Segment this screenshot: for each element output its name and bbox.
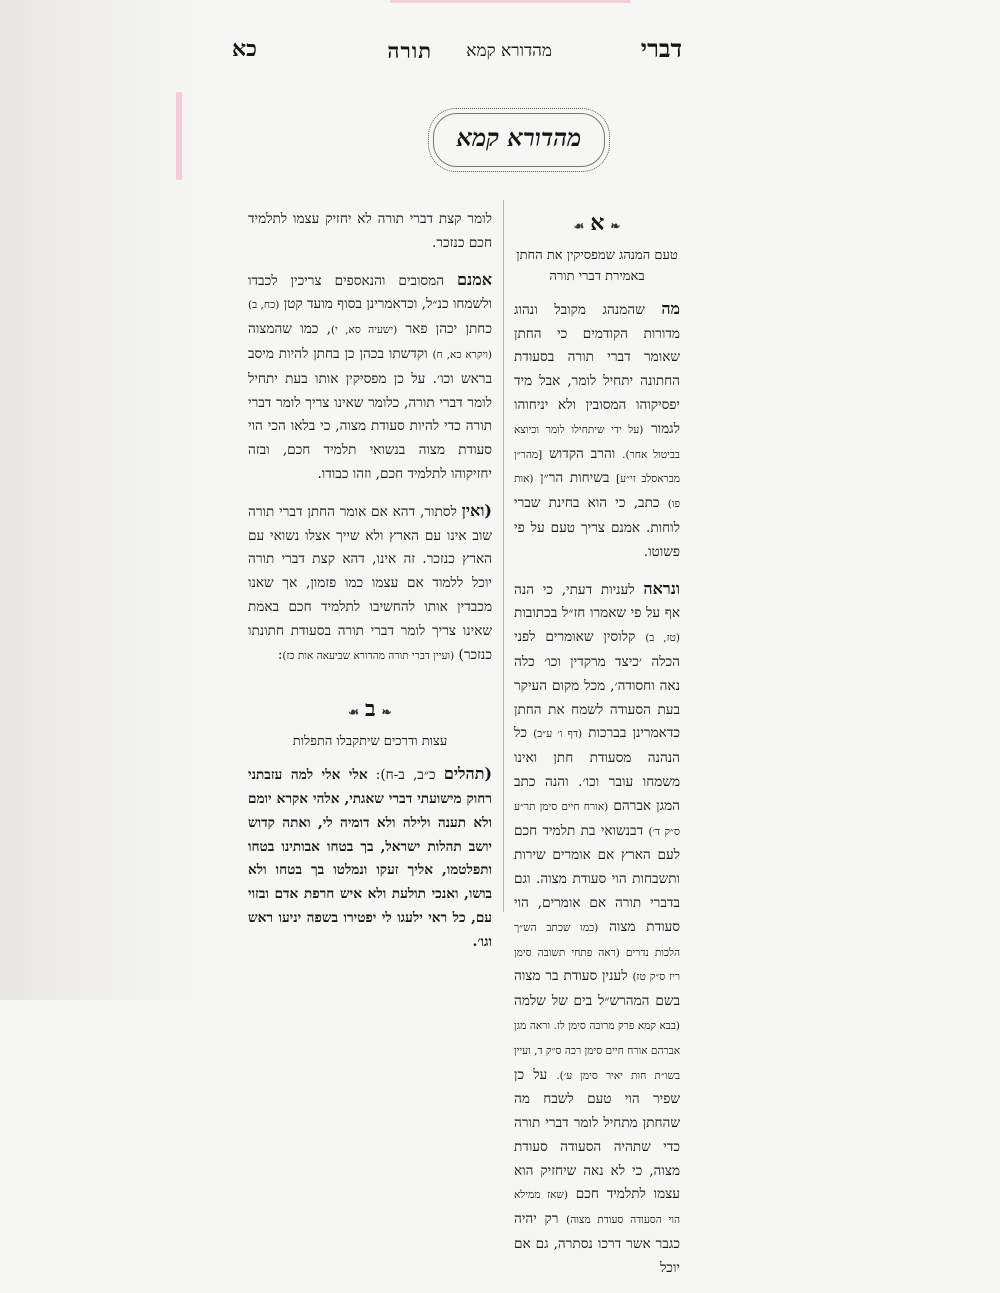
section-title-frame	[428, 108, 610, 172]
top-edge-mark	[390, 0, 630, 3]
verse-reference: כ״ב, ב-ח):	[375, 767, 436, 784]
lead-word: ונראה	[643, 578, 680, 598]
citation: (על ידי שיתחילו לומר וכיוצא בביטול אחר).	[514, 423, 680, 461]
body-text: רק יהיה כגבר אשר דרכו נסתרה, גם אם יוכל	[514, 1211, 680, 1276]
body-text: כל הנהנה מסעודת חתן ואינו משמחו עובר וכו׳. והנה כתב המגן אברהם	[514, 725, 680, 814]
lead-word: אמנם	[457, 269, 492, 289]
citation: (דף ו׳ ע״ב)	[533, 728, 583, 741]
citation: (טז, ב)	[645, 632, 680, 645]
citation: (בבא קמא פרק מרובה סימן לז. וראה מגן אברהם אורח חיים סימן רכה ס״ק ד, ועיין בשו״ת חות יאיר סימן ע׳).	[514, 1019, 681, 1082]
lead-word: (תהלים	[443, 764, 493, 784]
body-text: שהמנהג מקובל ונהוג מדורות הקודמים כי החתן שאומר דברי תורה בסעודת החתונה יתחיל לומר, אבל מיד יפסיקוהו המסובין ולא יניחוהו לגמור	[514, 301, 680, 437]
page-mark	[176, 92, 182, 180]
siman-a-subtitle-line1: טעם המנהג שמפסיקין את החתן	[516, 247, 678, 263]
citation: [מהר״ן מבראסלב זי״ע]	[514, 448, 681, 486]
body-text: על כן שפיר הוי טעם לשבח מה שהחתן מתחיל לומר דברי תורה כדי שתהיה הסעודה סעודת מצוה, כי לא נאה שיחזיק הוא עצמו לתלמיד חכם	[514, 1066, 680, 1203]
body-text: והרב הקדוש	[549, 445, 616, 462]
lead-word: (ואין	[461, 500, 492, 520]
verse-quote: אלי אלי למה עזבתני רחוק מישועתי דברי שאגתי, אלהי אקרא יומם ולא תענה ולילה ולא דומיה לי, ואתה קדוש יושב תהלות ישראל, בך בטחו אבותינו בטחו ותפלטמו, אליך זעקו ונמלטו בך בטחו ולא בושו, ואנכי תולעת ולא איש חרפת אדם ובזוי עם, כל ראי ילעגו לי יפטירו בשפה יניעו ראש וגו׳.	[248, 767, 492, 950]
citation: (שאז ממילא הוי הסעודה סעודת מצוה)	[514, 1189, 680, 1227]
right-column	[514, 208, 680, 1293]
siman-a-paragraph-1	[514, 297, 680, 565]
siman-a-subtitle-line2: באמירת דברי תורה	[549, 268, 645, 284]
page-number: כא	[232, 36, 257, 62]
body-text: דבנשואי בת תלמיד חכם לעם הארץ אם אומרים שירות ותשבחות הוי סעודת מצוה. וגם בדברי תורה אם אומרים, הוי סעודת מצוה	[514, 822, 681, 935]
ornament-icon: ❧	[381, 705, 392, 720]
siman-a-letter: א	[590, 210, 605, 236]
citation: (ישעיה סא, י)	[331, 324, 398, 337]
citation: (כח, ב)	[248, 299, 280, 312]
section-title: מהדורא קמא	[456, 123, 582, 152]
siman-a-paragraph-2	[514, 577, 680, 1281]
body-text: :	[277, 646, 283, 663]
citation: (ויקרא כא, ח)	[432, 348, 492, 361]
running-head	[232, 34, 682, 74]
paragraph-amnam	[248, 268, 492, 487]
column-divider	[503, 200, 504, 912]
body-text: לעניות דעתי, כי הנה אף על פי שאמרו חז״ל בכתובות	[514, 581, 680, 622]
body-text: לענין סעודת בר מצוה בשם המהרש״ל בים של שלמה	[514, 968, 680, 1010]
ornament-icon: ☙	[573, 219, 585, 233]
continuation-paragraph	[248, 208, 492, 256]
running-head-book: דברי	[640, 34, 682, 63]
page-shadow	[0, 0, 200, 1000]
siman-a-subtitle	[514, 245, 680, 287]
lead-word: מה	[661, 298, 680, 318]
running-head-torah: תורה	[387, 38, 432, 63]
body-text: לסתור, דהא אם אומר החתן דברי תורה שוב אינו עם הארץ ולא שייך אצלו נשואי עם הארץ כנזכר. זה אינו, דהא קצת דברי תורה יוכל ללמוד אם עצמו כמו פזמון, אך שאנו מכבדין אותו להחשיבו לתלמיד חכם באמת שאינו צריך לומר דברי תורה בסעודת חתונתו כנזכר)	[248, 503, 492, 663]
siman-b-letter: ב	[365, 696, 376, 723]
paragraph-vein	[248, 499, 492, 669]
siman-b-paragraph-1	[248, 762, 492, 954]
left-column	[248, 208, 492, 967]
citation: (אות פו)	[514, 473, 680, 511]
body-text: כחתן יכהן פאר	[405, 321, 492, 338]
citation: (כמו שכתב הש״ך הלכות נדרים (ראה פתחי תשובה סימן ריז ס״ק טז)	[514, 921, 680, 984]
body-text: המסובים והנאספים צריכין לכבדו ולשמחו כנ״ל, וכדאמרינן בסוף מועד קטן	[248, 272, 492, 313]
citation: (אורח חיים סימן תר״ע ס״ק ד׳)	[514, 800, 680, 838]
citation: (ועיין דברי תורה מהדורא שביעאה אות כז)	[282, 649, 455, 662]
body-text: , כמו שהמצוה	[248, 321, 332, 338]
body-text: קלוסין שאומרים לפני הכלה ׳כיצד מרקדין וכו׳ כלה נאה וחסודה׳, מכל מקום העיקר בעת הסעודה לשמח את החתן כדאמרינן בברכות	[514, 629, 681, 742]
siman-a-heading	[514, 212, 680, 239]
body-text: לומר קצת דברי תורה לא יחזיק עצמו לתלמיד חכם כנזכר.	[248, 211, 492, 251]
running-head-edition: מהדורא קמא	[466, 41, 552, 61]
body-text: וקדשתו בכהן כן בחתן להיות מיסב בראש וכו׳. על כן מפסיקין אותו בעת יתחיל לומר דברי תורה, כלומר שאינו צריך לומר דברי תורה כדי להיות סעודת מצוה, כי בלאו הכי הוי סעודת מצוה בנשואי תלמיד חכם, ובזה יחזיקוהו לתלמיד חכם, וזהו כבודו.	[248, 345, 492, 482]
body-text: כתב, כי הוא בחינת שברי לוחות. אמנם צריך טעם על פי פשוטו.	[514, 495, 680, 560]
body-text: בשיחות הר״ן	[540, 470, 610, 487]
siman-b-heading	[248, 698, 492, 725]
ornament-icon: ☙	[348, 705, 360, 720]
siman-b-subtitle: עצות ודרכים שיתקבלו התפלות	[292, 734, 448, 750]
ornament-icon: ❧	[610, 219, 621, 233]
